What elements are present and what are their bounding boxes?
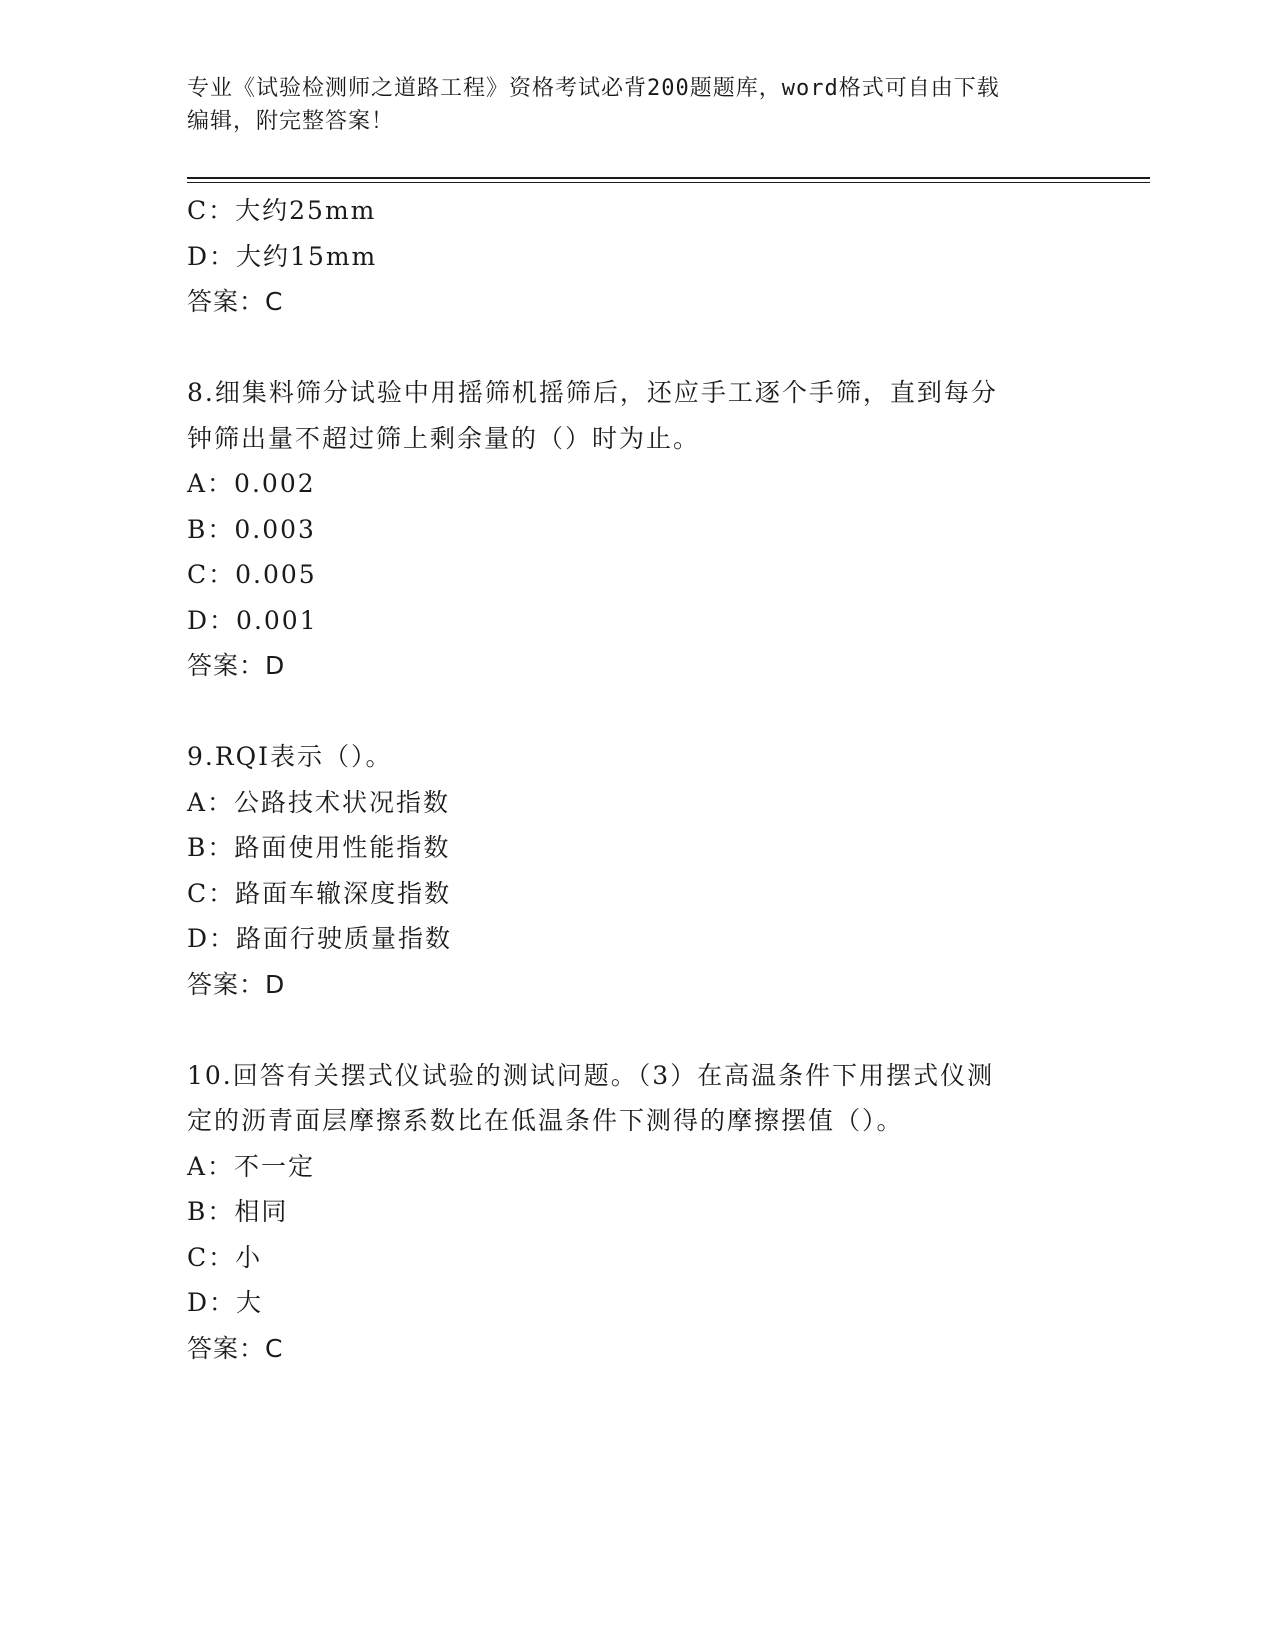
spacer [187, 325, 1087, 371]
header-divider-thin [187, 182, 1150, 183]
q10-stem-line-1: 10.回答有关摆式仪试验的测试问题。（3）在高温条件下用摆式仪测 [187, 1060, 995, 1090]
spacer [187, 1007, 1087, 1053]
question-8 [187, 370, 1087, 689]
header-divider-thick [187, 177, 1150, 179]
q9-option-d: D：路面行驶质量指数 [187, 924, 453, 953]
q10-option-c: C：小 [187, 1242, 263, 1272]
q8-answer: 答案：D [187, 651, 286, 680]
q7-option-d: D：大约15mm [187, 241, 378, 271]
q9-option-c: C：路面车辙深度指数 [187, 878, 452, 908]
q8-option-a: A：0.002 [187, 469, 316, 498]
header-line-1: 专业《试验检测师之道路工程》资格考试必背200题题库，word格式可自由下载 [187, 76, 1000, 101]
q8-option-d: D：0.001 [187, 605, 318, 635]
q10-option-b: B：相同 [187, 1197, 289, 1226]
q10-option-a: A：不一定 [187, 1151, 316, 1181]
question-9 [187, 734, 1087, 1007]
q8-option-c: C：0.005 [187, 560, 317, 589]
q10-answer: 答案：C [187, 1333, 284, 1363]
q9-option-a: A：公路技术状况指数 [187, 787, 451, 817]
q8-stem-line-2: 钟筛出量不超过筛上剩余量的（）时为止。 [187, 423, 701, 453]
document-header [187, 72, 1087, 138]
q8-option-b: B：0.003 [187, 514, 316, 544]
q10-option-d: D：大 [187, 1288, 264, 1317]
q9-stem-line-1: 9.RQI表示（）。 [187, 742, 393, 771]
q9-option-b: B：路面使用性能指数 [187, 833, 451, 862]
q7-answer: 答案：C [187, 287, 284, 316]
spacer [187, 689, 1087, 735]
header-line-2: 编辑，附完整答案！ [187, 109, 395, 134]
question-7-tail [187, 188, 1087, 325]
q8-stem-line-1: 8.细集料筛分试验中用摇筛机摇筛后，还应手工逐个手筛，直到每分 [187, 378, 998, 407]
q9-answer: 答案：D [187, 969, 286, 999]
q7-option-c: C：大约25mm [187, 196, 377, 225]
question-10 [187, 1053, 1087, 1372]
q10-stem-line-2: 定的沥青面层摩擦系数比在低温条件下测得的摩擦摆值（）。 [187, 1106, 904, 1135]
question-list [187, 188, 1087, 1371]
